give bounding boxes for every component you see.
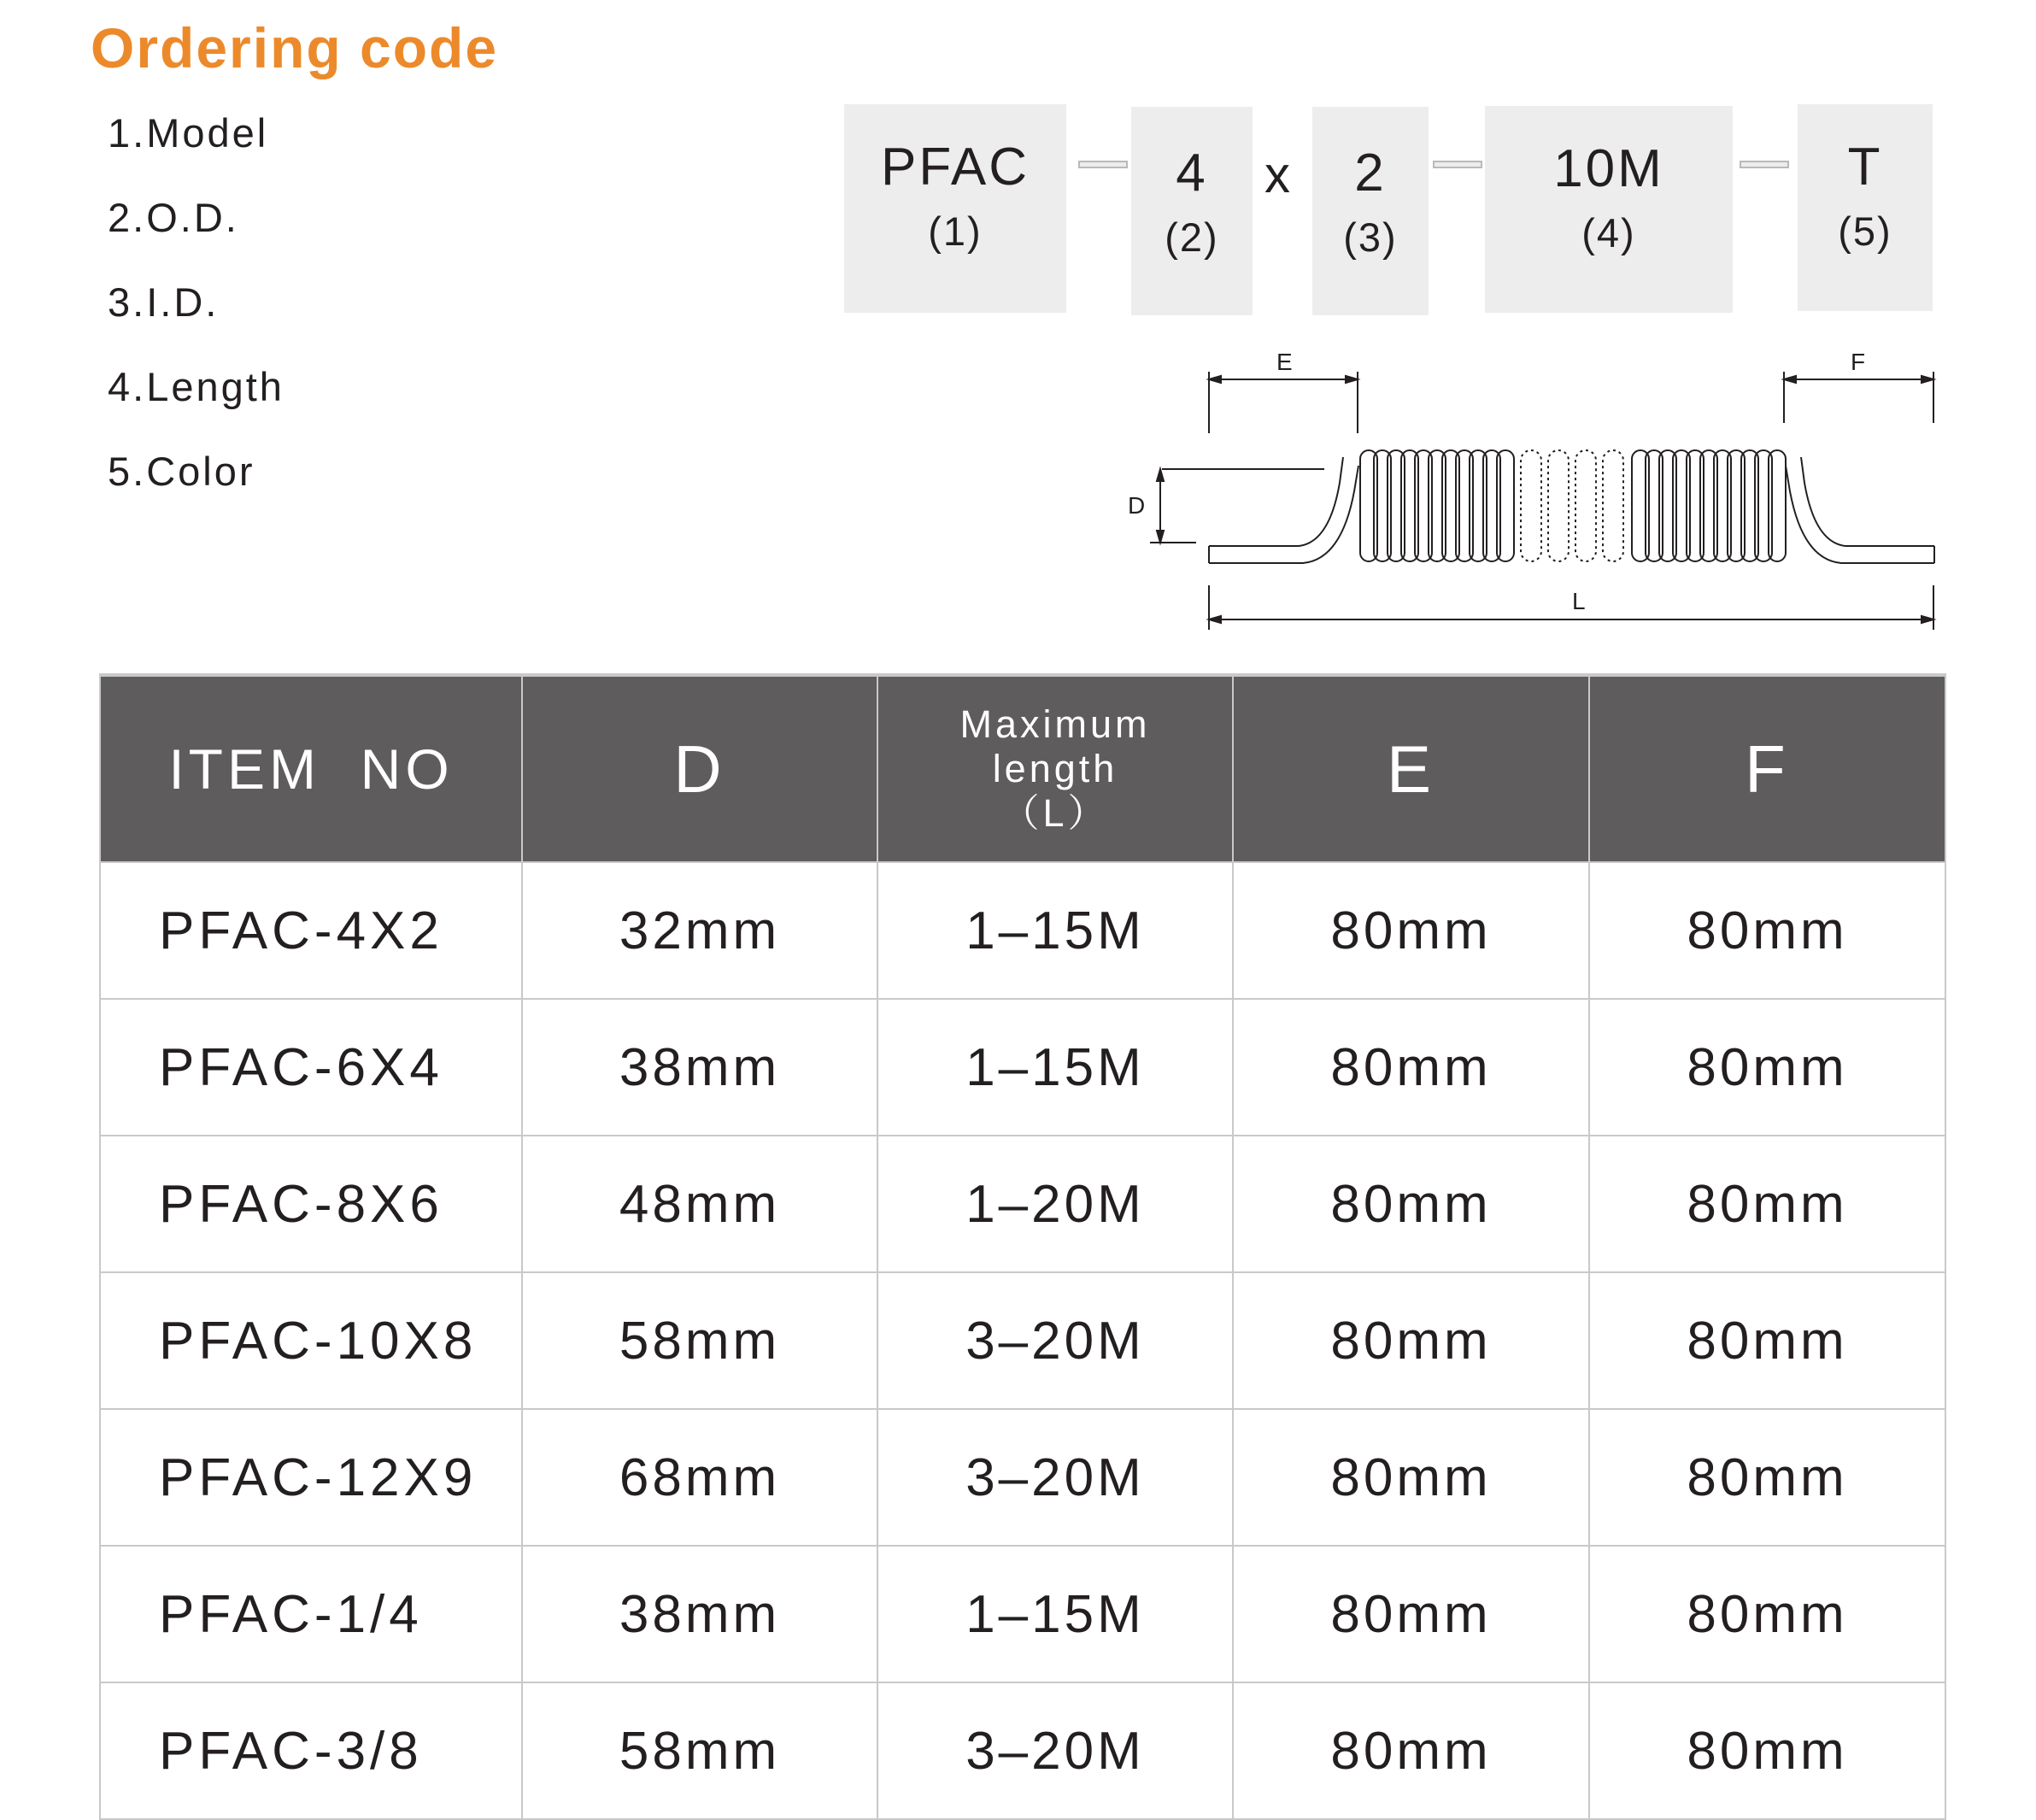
cell-item-no: PFAC-1/4	[100, 1546, 522, 1682]
cell-max-length: 3–20M	[877, 1409, 1233, 1546]
cell-max-length: 1–15M	[877, 862, 1233, 999]
legend-item-color: 5.Color	[108, 449, 255, 494]
cell-item-no: PFAC-8X6	[100, 1136, 522, 1272]
coil-hose-diagram	[1111, 338, 1948, 645]
code-box-length	[1485, 106, 1733, 313]
legend-item-id: 3.I.D.	[108, 279, 220, 325]
code-number-id: (3)	[1343, 214, 1398, 260]
code-box-id	[1312, 107, 1429, 315]
legend-item-od: 2.O.D.	[108, 195, 239, 240]
cell-d: 58mm	[522, 1682, 877, 1819]
diagram-label-d: D	[1128, 492, 1146, 519]
table-row	[100, 862, 1945, 999]
header-e: E	[1233, 675, 1589, 862]
cell-e: 80mm	[1233, 1272, 1589, 1409]
cell-f: 80mm	[1589, 1546, 1945, 1682]
code-times-sign: x	[1264, 146, 1290, 203]
cell-d: 58mm	[522, 1272, 877, 1409]
cell-f: 80mm	[1589, 999, 1945, 1136]
code-separator	[1433, 161, 1482, 168]
cell-item-no: PFAC-12X9	[100, 1409, 522, 1546]
code-value-od: 4	[1176, 144, 1208, 203]
code-separator	[1740, 161, 1789, 168]
code-value-id: 2	[1354, 144, 1387, 203]
table-row	[100, 999, 1945, 1136]
cell-max-length: 1–20M	[877, 1136, 1233, 1272]
code-value-length: 10M	[1553, 139, 1664, 198]
cell-e: 80mm	[1233, 862, 1589, 999]
header-max-line3: （L）	[1000, 791, 1110, 835]
cell-item-no: PFAC-6X4	[100, 999, 522, 1136]
page-title: Ordering code	[91, 16, 499, 79]
code-box-color	[1798, 104, 1933, 311]
cell-item-no: PFAC-3/8	[100, 1682, 522, 1819]
cell-f: 80mm	[1589, 862, 1945, 999]
cell-f: 80mm	[1589, 1409, 1945, 1546]
code-value-model: PFAC	[881, 138, 1030, 197]
cell-e: 80mm	[1233, 1409, 1589, 1546]
cell-d: 48mm	[522, 1136, 877, 1272]
code-number-model: (1)	[928, 208, 983, 254]
diagram-label-f: F	[1851, 349, 1866, 375]
header-max-line2: length	[992, 747, 1118, 790]
table-row	[100, 1682, 1945, 1819]
header-item-no: ITEM NO	[100, 675, 522, 862]
code-number-length: (4)	[1581, 210, 1636, 255]
cell-d: 68mm	[522, 1409, 877, 1546]
code-box-od	[1131, 107, 1253, 315]
cell-max-length: 1–15M	[877, 999, 1233, 1136]
table-row	[100, 1136, 1945, 1272]
code-number-color: (5)	[1838, 208, 1892, 254]
cell-item-no: PFAC-10X8	[100, 1272, 522, 1409]
cell-max-length: 1–15M	[877, 1546, 1233, 1682]
spec-table	[99, 673, 1946, 1820]
cell-f: 80mm	[1589, 1136, 1945, 1272]
cell-f: 80mm	[1589, 1272, 1945, 1409]
header-maximum-length	[877, 675, 1233, 862]
cell-d: 38mm	[522, 999, 877, 1136]
cell-max-length: 3–20M	[877, 1682, 1233, 1819]
code-value-color: T	[1847, 138, 1883, 197]
code-box-model	[844, 104, 1066, 313]
code-separator	[1078, 161, 1128, 168]
code-number-od: (2)	[1165, 214, 1219, 260]
cell-e: 80mm	[1233, 999, 1589, 1136]
legend-item-model: 1.Model	[108, 110, 269, 156]
cell-d: 32mm	[522, 862, 877, 999]
table-row	[100, 1409, 1945, 1546]
header-max-line1: Maximum	[959, 702, 1151, 746]
header-f: F	[1589, 675, 1945, 862]
table-header-row	[100, 675, 1945, 862]
cell-d: 38mm	[522, 1546, 877, 1682]
ordering-legend	[108, 101, 285, 524]
diagram-label-l: L	[1572, 588, 1586, 614]
cell-max-length: 3–20M	[877, 1272, 1233, 1409]
cell-f: 80mm	[1589, 1682, 1945, 1819]
table-row	[100, 1546, 1945, 1682]
cell-e: 80mm	[1233, 1136, 1589, 1272]
cell-item-no: PFAC-4X2	[100, 862, 522, 999]
cell-e: 80mm	[1233, 1682, 1589, 1819]
diagram-label-e: E	[1276, 349, 1293, 375]
header-d: D	[522, 675, 877, 862]
legend-item-length: 4.Length	[108, 364, 285, 409]
table-row	[100, 1272, 1945, 1409]
cell-e: 80mm	[1233, 1546, 1589, 1682]
